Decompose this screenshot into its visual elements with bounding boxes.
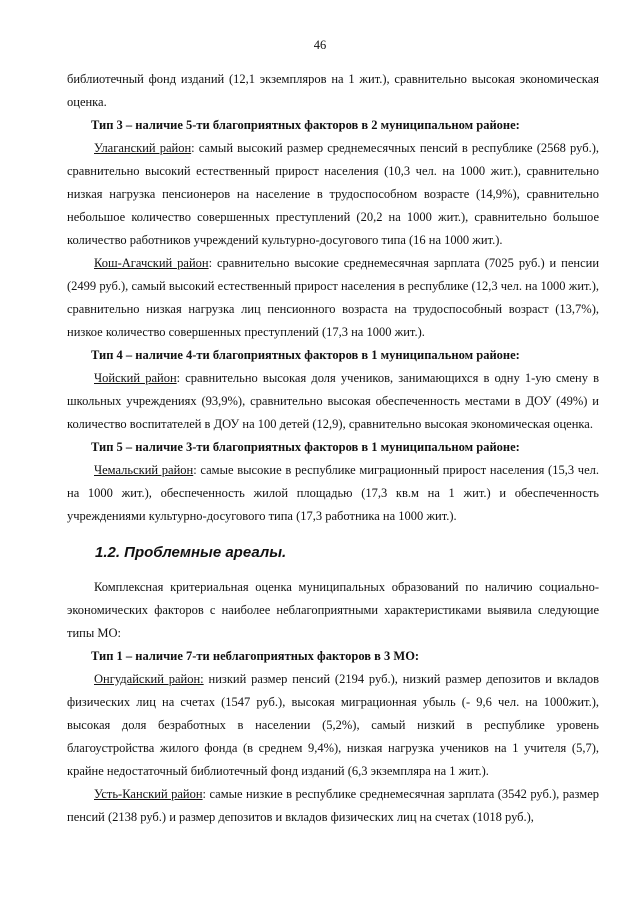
type5-district-1-paragraph [67,459,599,528]
type3-district-1-paragraph [67,137,599,252]
neg-type1-district-1-text: низкий размер пенсий (2194 руб.), низкий размер депозитов и вкладов физических лиц на счетах (1547 руб.), высокая миграционная убыль (- 9,6 чел. на 1000жит.), высокая доля безработных в населении (5,2%), самый низкий в республике уровень благоустройства жилого фонда (в среднем 9,4%), низкая нагрузка учеников на 1 учителя (5,7), крайне недостаточный библиотечный фонд изданий (6,3 экземпляра на 1 жит.). [67,672,599,778]
type3-district-2-text: : сравнительно высокие среднемесячная зарплата (7025 руб.) и пенсии (2499 руб.), самый высокий естественный прирост населения в республике (12,3 чел. на 1000 жит.), сравнительно низкая нагрузка лиц пенсионного возраста на трудоспособный возраст (13,7%), низкое количество совершенных преступлений (17,3 на 1000 жит.). [67,256,600,339]
page-body [67,68,599,829]
neg-type1-district-2-name: Усть-Канский район [94,787,203,801]
section-heading: 1.2. Проблемные ареалы. [95,544,287,561]
type3-heading: Тип 3 – наличие 5-ти благоприятных факторов в 2 муниципальном районе: [91,118,520,132]
type4-district-1-paragraph [67,367,599,436]
neg-type1-district-1-name: Онгудайский район: [94,672,204,686]
type5-district-1-text: : самые высокие в республике миграционный прирост населения (15,3 чел. на 1000 жит.), обеспеченность жилой площадью (17,3 кв.м на 1 жит.) и обеспеченность учреждениями культурно-досугового типа (17,3 работника на 1000 жит.). [67,463,599,523]
neg-type1-district-2-text: : самые низкие в республике среднемесячная зарплата (3542 руб.), размер пенсий (2138 руб.) и размер депозитов и вкладов физических лиц на счетах (1018 руб.), [67,787,600,824]
type5-heading: Тип 5 – наличие 3-ти благоприятных факторов в 1 муниципальном районе: [91,440,520,454]
type4-district-1-text: : сравнительно высокая доля учеников, занимающихся в одну 1-ую смену в школьных учреждениях (93,9%), сравнительно высокая обеспеченность местами в ДОУ (49%) и количество воспитателей в ДОУ на 100 детей (12,9), сравнительно высокая экономическая оценка. [67,371,599,431]
type3-district-2-name: Кош-Агачский район [94,256,209,270]
neg-type1-district-1-paragraph [67,668,599,783]
type3-district-1-name: Улаганский район [94,141,192,155]
type4-heading: Тип 4 – наличие 4-ти благоприятных факторов в 1 муниципальном районе: [91,348,520,362]
type3-district-2-paragraph [67,252,599,344]
intro-paragraph: библиотечный фонд изданий (12,1 экземпляров на 1 жит.), сравнительно высокая экономическая оценка. [67,72,599,109]
page-number: 46 [313,38,327,52]
neg-type1-district-2-paragraph [67,783,599,829]
type5-district-1-name: Чемальский район [94,463,194,477]
type3-district-1-text: : самый высокий размер среднемесячных пенсий в республике (2568 руб.), сравнительно высокий естественный прирост населения (10,3 чел. на 1000 жит.), сравнительно низкая нагрузка пенсионеров на население в трудоспособном возрасте (14,9%), сравнительно небольшое количество совершенных преступлений (20,2 на 1000 жит.), сравнительно большое количество работников учреждений культурно-досугового типа (16 на 1000 жит.). [67,141,599,247]
type4-district-1-name: Чойский район [94,371,177,385]
neg-type1-heading: Тип 1 – наличие 7-ти неблагоприятных факторов в 3 МО: [91,649,420,663]
section-intro-paragraph: Комплексная критериальная оценка муниципальных образований по наличию социально-экономических факторов с наиболее неблагоприятными характеристиками выявила следующие типы МО: [67,580,599,640]
